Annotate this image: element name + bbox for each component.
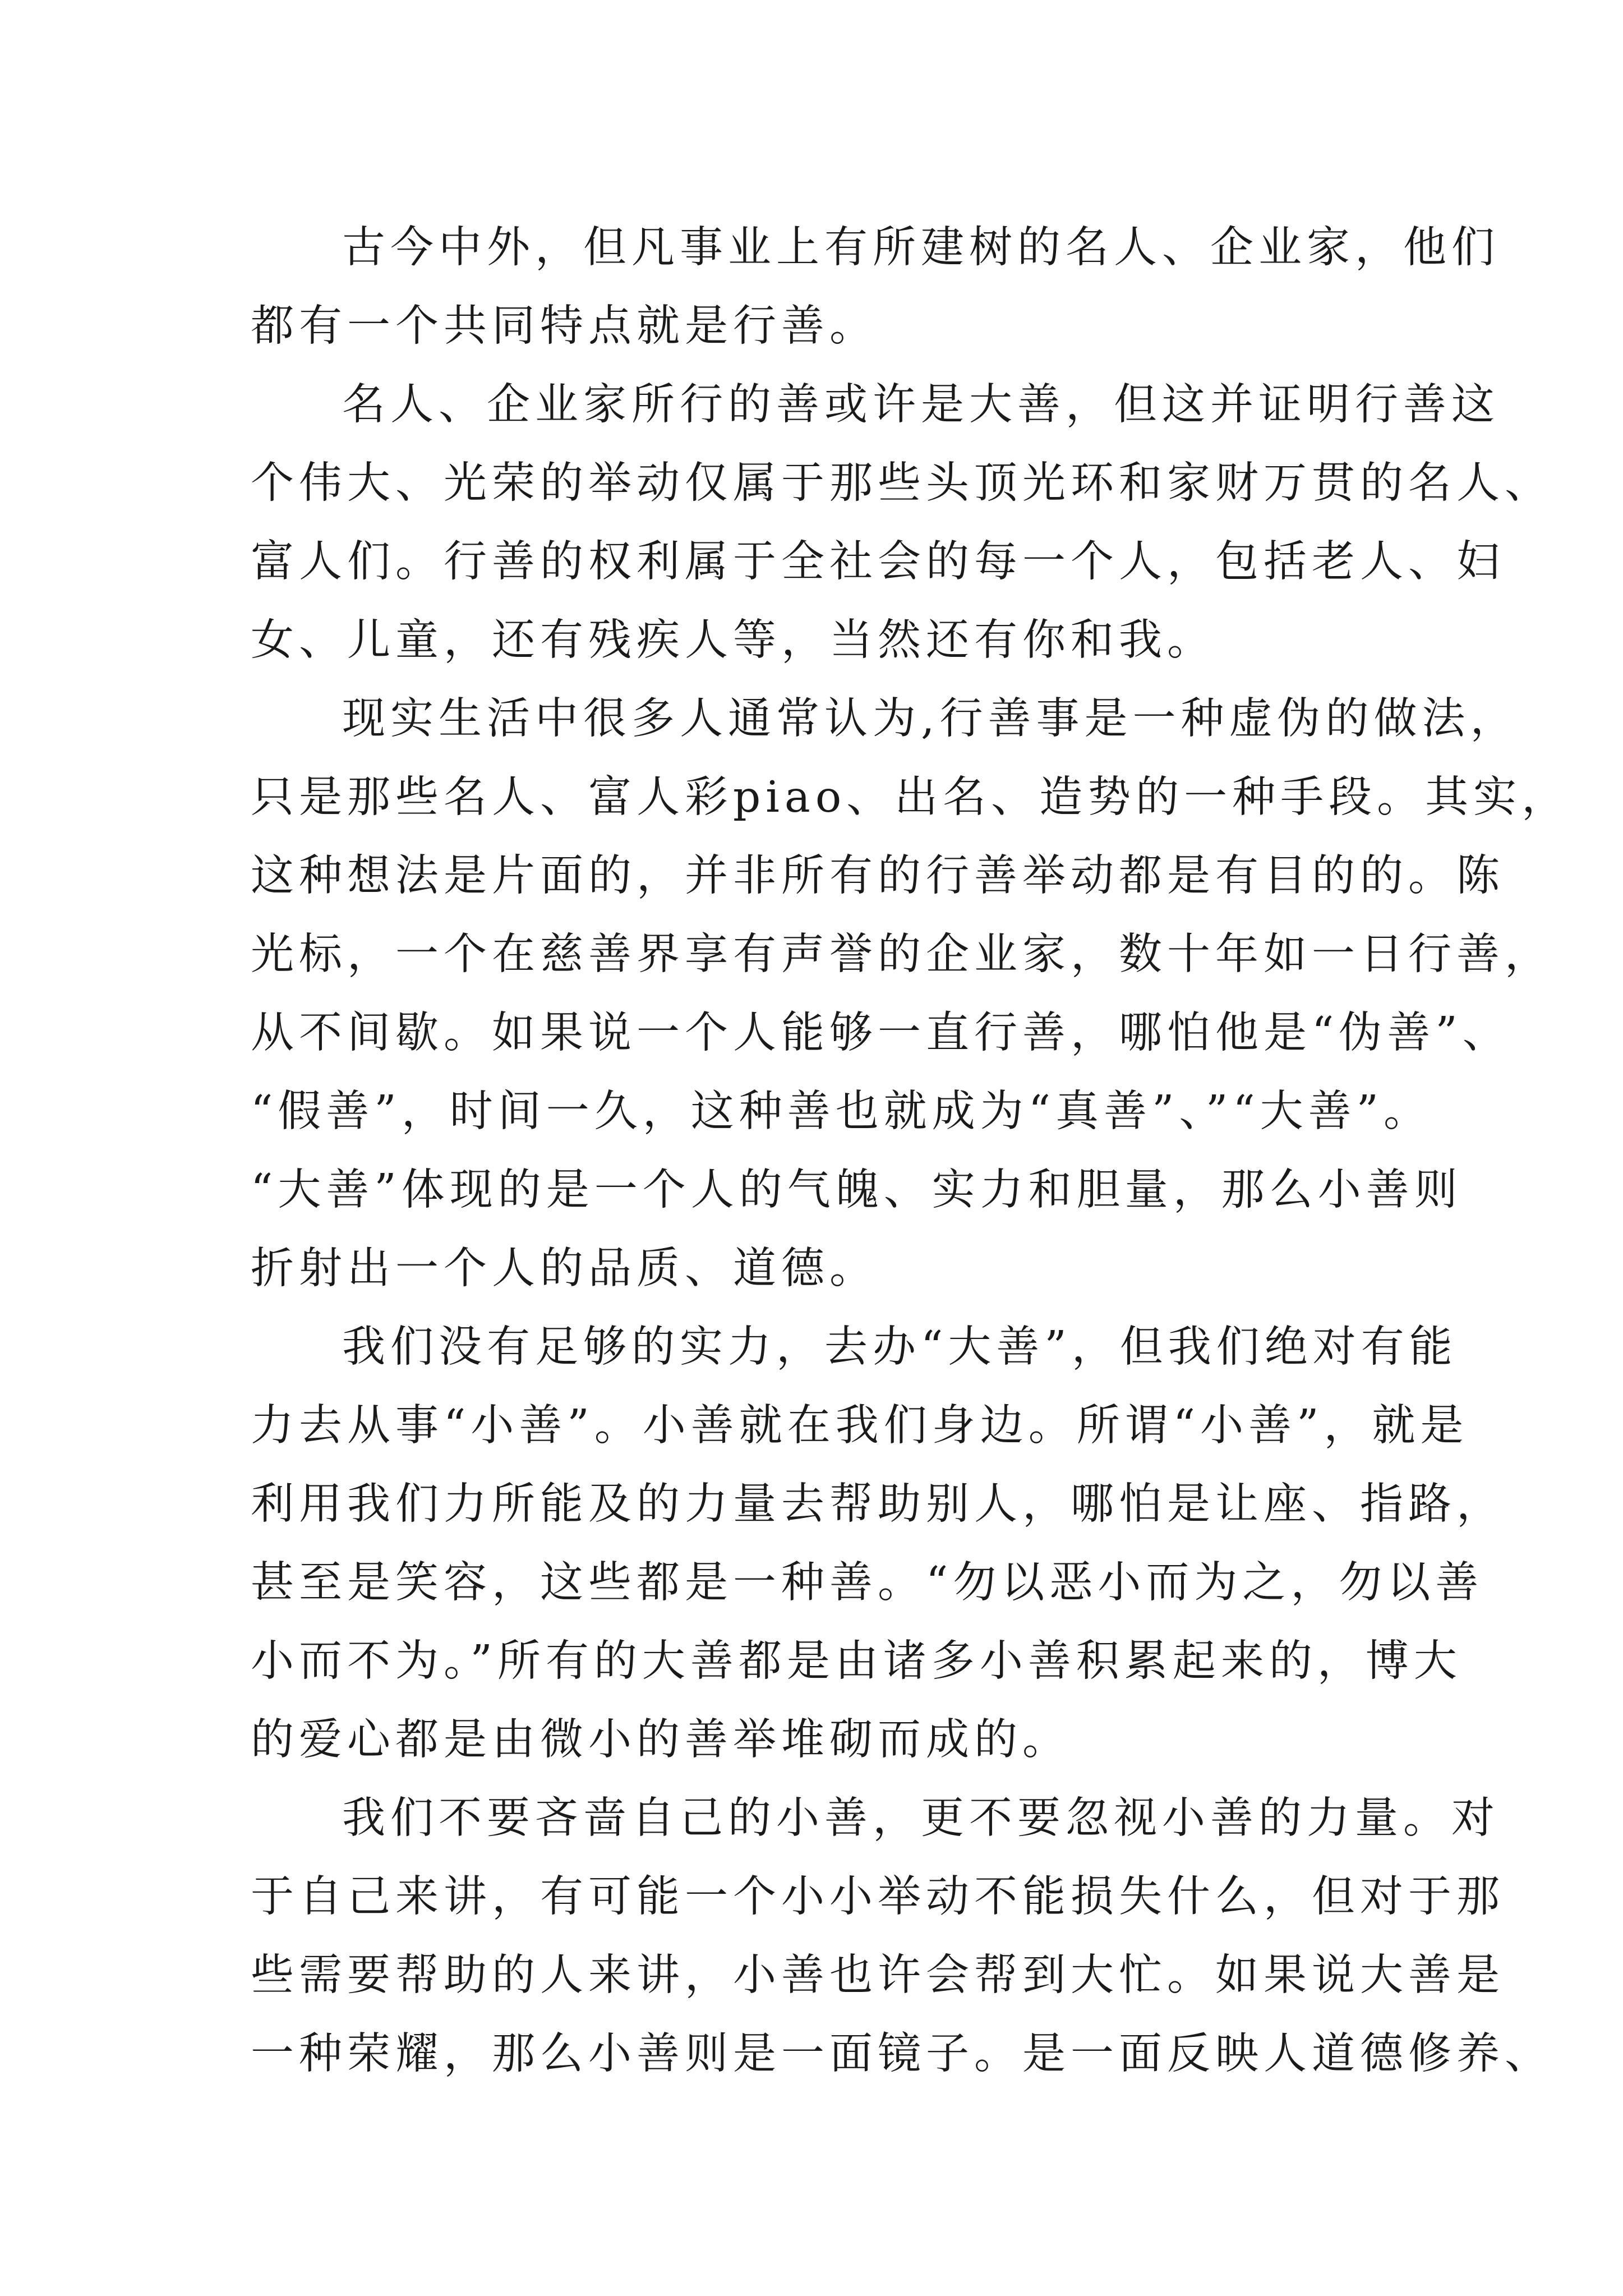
- text-line: 的爱心都是由微小的善举堆砌而成的。: [251, 1715, 1071, 1765]
- paragraph-4: [251, 1308, 1505, 1779]
- text-line: 这种想法是片面的，并非所有的行善举动都是有目的的。陈: [251, 851, 1505, 901]
- text-line: 一种荣耀，那么小善则是一面镜子。是一面反映人道德修养、: [251, 2029, 1553, 2079]
- paragraph-5: [251, 1779, 1553, 2093]
- document-body: [251, 209, 1570, 2093]
- paragraph-1: [251, 209, 1500, 366]
- text-line: 些需要帮助的人来讲，小善也许会帮到大忙。如果说大善是: [251, 1950, 1505, 2000]
- text-line: 小而不为。”所有的大善都是由诸多小善积累起来的，博大: [251, 1636, 1462, 1686]
- text-line: 力去从事“小善”。小善就在我们身边。所谓“小善”，就是: [251, 1401, 1469, 1451]
- text-line: 折射出一个人的品质、道德。: [251, 1244, 878, 1294]
- text-line: 古今中外，但凡事业上有所建树的名人、企业家，他们: [342, 223, 1500, 273]
- text-line: 我们没有足够的实力，去办“大善”，但我们绝对有能: [342, 1322, 1458, 1372]
- text-line: 甚至是笑容，这些都是一种善。“勿以恶小而为之，勿以善: [251, 1558, 1484, 1608]
- text-line: 个伟大、光荣的举动仅属于那些头顶光环和家财万贯的名人、: [251, 458, 1553, 508]
- text-line: 富人们。行善的权利属于全社会的每一个人，包括老人、妇: [251, 537, 1505, 587]
- text-line: 从不间歇。如果说一个人能够一直行善，哪怕他是“伪善”、: [251, 1008, 1511, 1058]
- text-line: 只是那些名人、富人彩piao、出名、造势的一种手段。其实，: [251, 772, 1570, 822]
- text-line: 我们不要吝啬自己的小善，更不要忽视小善的力量。对: [342, 1793, 1500, 1843]
- text-line: 都有一个共同特点就是行善。: [251, 301, 878, 351]
- text-line: 光标，一个在慈善界享有声誉的企业家，数十年如一日行善，: [251, 930, 1553, 979]
- text-line: 利用我们力所能及的力量去帮助别人，哪怕是让座、指路，: [251, 1479, 1505, 1529]
- text-line: 名人、企业家所行的善或许是大善，但这并证明行善这: [342, 380, 1500, 430]
- text-line: 于自己来讲，有可能一个小小举动不能损失什么，但对于那: [251, 1872, 1505, 1922]
- paragraph-2: [251, 366, 1553, 680]
- text-line: 女、儿童，还有残疾人等，当然还有你和我。: [251, 615, 1215, 665]
- text-line: “假善”，时间一久，这种善也就成为“真善”、”“大善”。: [251, 1087, 1432, 1137]
- text-line: “大善”体现的是一个人的气魄、实力和胆量，那么小善则: [251, 1165, 1463, 1215]
- paragraph-3: [251, 680, 1570, 1308]
- text-line: 现实生活中很多人通常认为,行善事是一种虚伪的做法，: [342, 694, 1519, 744]
